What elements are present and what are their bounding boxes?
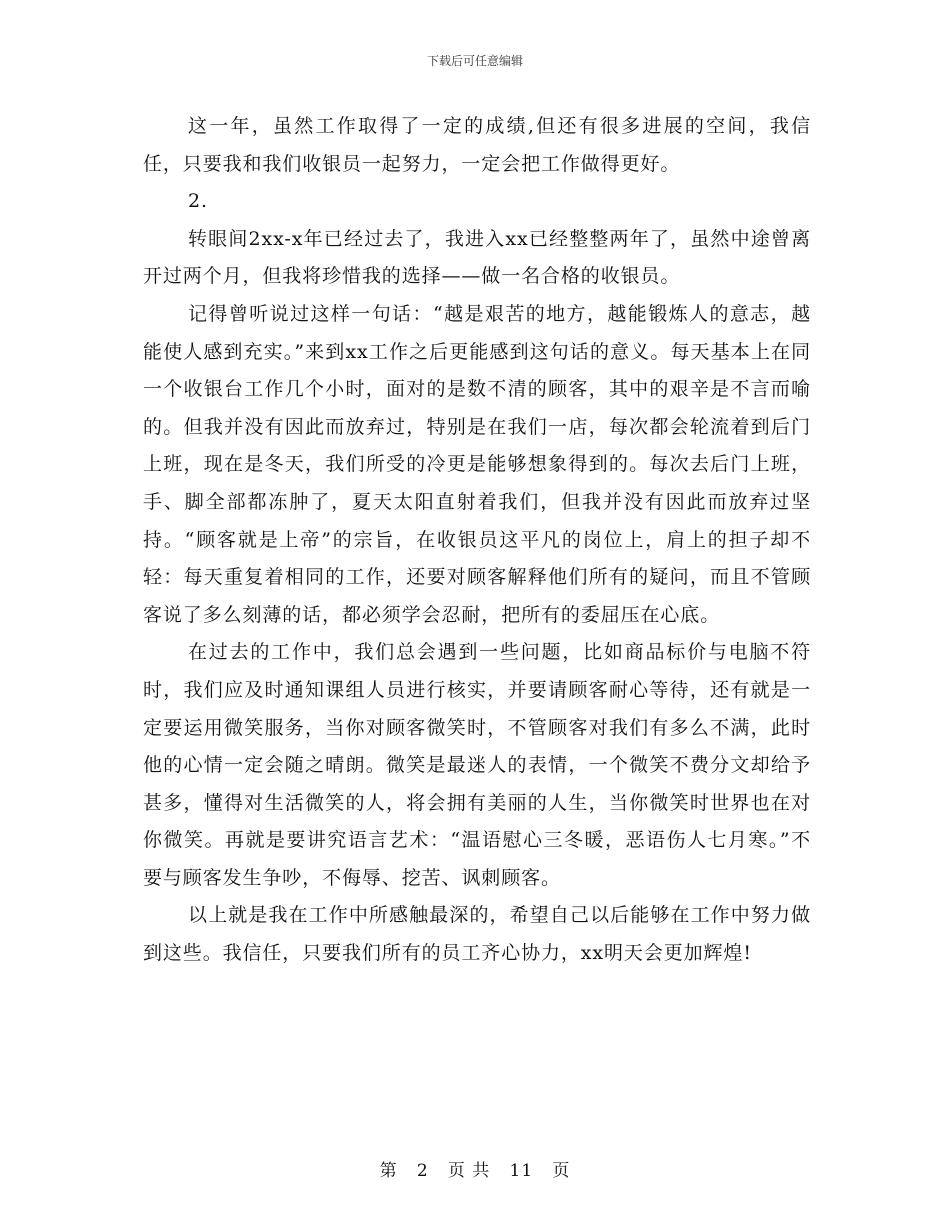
footer-prefix: 第: [379, 1161, 398, 1181]
page-header: 下载后可任意编辑: [426, 54, 523, 68]
paragraph-1: 这一年，虽然工作取得了一定的成绩,但还有很多进展的空间，我信任，只要我和我们收银员一起努力，一定会把工作做得更好。: [143, 115, 811, 175]
paragraph-4: 记得曾听说过这样一句话：“越是艰苦的地方，越能锻炼人的意志，越能使人感到充实。”来到xx工作之后更能感到这句话的意义。每天基本上在同一个收银台工作几个小时，面对的是数不清的顾客，其中的艰辛是不言而喻的。但我并没有因此而放弃过，特别是在我们一店，每次都会轮流着到后门上班，现在是冬天，我们所受的冷更是能够想象得到的。每次去后门上班，手、脚全部都冻肿了，夏天太阳直射着我们，但我并没有因此而放弃过坚持。“顾客就是上帝”的宗旨，在收银员这平凡的岗位上，肩上的担子却不轻：每天重复着相同的工作，还要对顾客解释他们所有的疑问，而且不管顾客说了多么刻薄的话，都必须学会忍耐，把所有的委屈压在心底。: [143, 302, 811, 626]
footer-middle: 页 共: [447, 1161, 491, 1181]
paragraph-5: 在过去的工作中，我们总会遇到一些问题，比如商品标价与电脑不符时，我们应及时通知课组人员进行核实，并要请顾客耐心等待，还有就是一定要运用微笑服务，当你对顾客微笑时，不管顾客对我们有多么不满，此时他的心情一定会随之晴朗。微笑是最迷人的表情，一个微笑不费分文却给予甚多，懂得对生活微笑的人，将会拥有美丽的人生，当你微笑时世界也在对你微笑。再就是要讲究语言艺术：“温语慰心三冬暖，恶语伤人七月寒。”不要与顾客发生争吵，不侮辱、挖苦、讽刺顾客。: [143, 641, 811, 889]
footer-current-page: 2: [416, 1161, 429, 1181]
paragraph-3: 转眼间2xx-x年已经过去了，我进入xx已经整整两年了，虽然中途曾离开过两个月，但我将珍惜我的选择——做一名合格的收银员。: [143, 227, 811, 288]
document-body: [143, 108, 811, 973]
footer-total-pages: 11: [509, 1161, 534, 1181]
paragraph-6: 以上就是我在工作中所感触最深的，希望自己以后能够在工作中努力做到这些。我信任，只要我们所有的员工齐心协力，xx明天会更加辉煌!: [143, 904, 811, 965]
footer-suffix: 页: [552, 1161, 571, 1181]
page-footer: [0, 1156, 950, 1181]
paragraph-2: 2.: [188, 190, 208, 213]
